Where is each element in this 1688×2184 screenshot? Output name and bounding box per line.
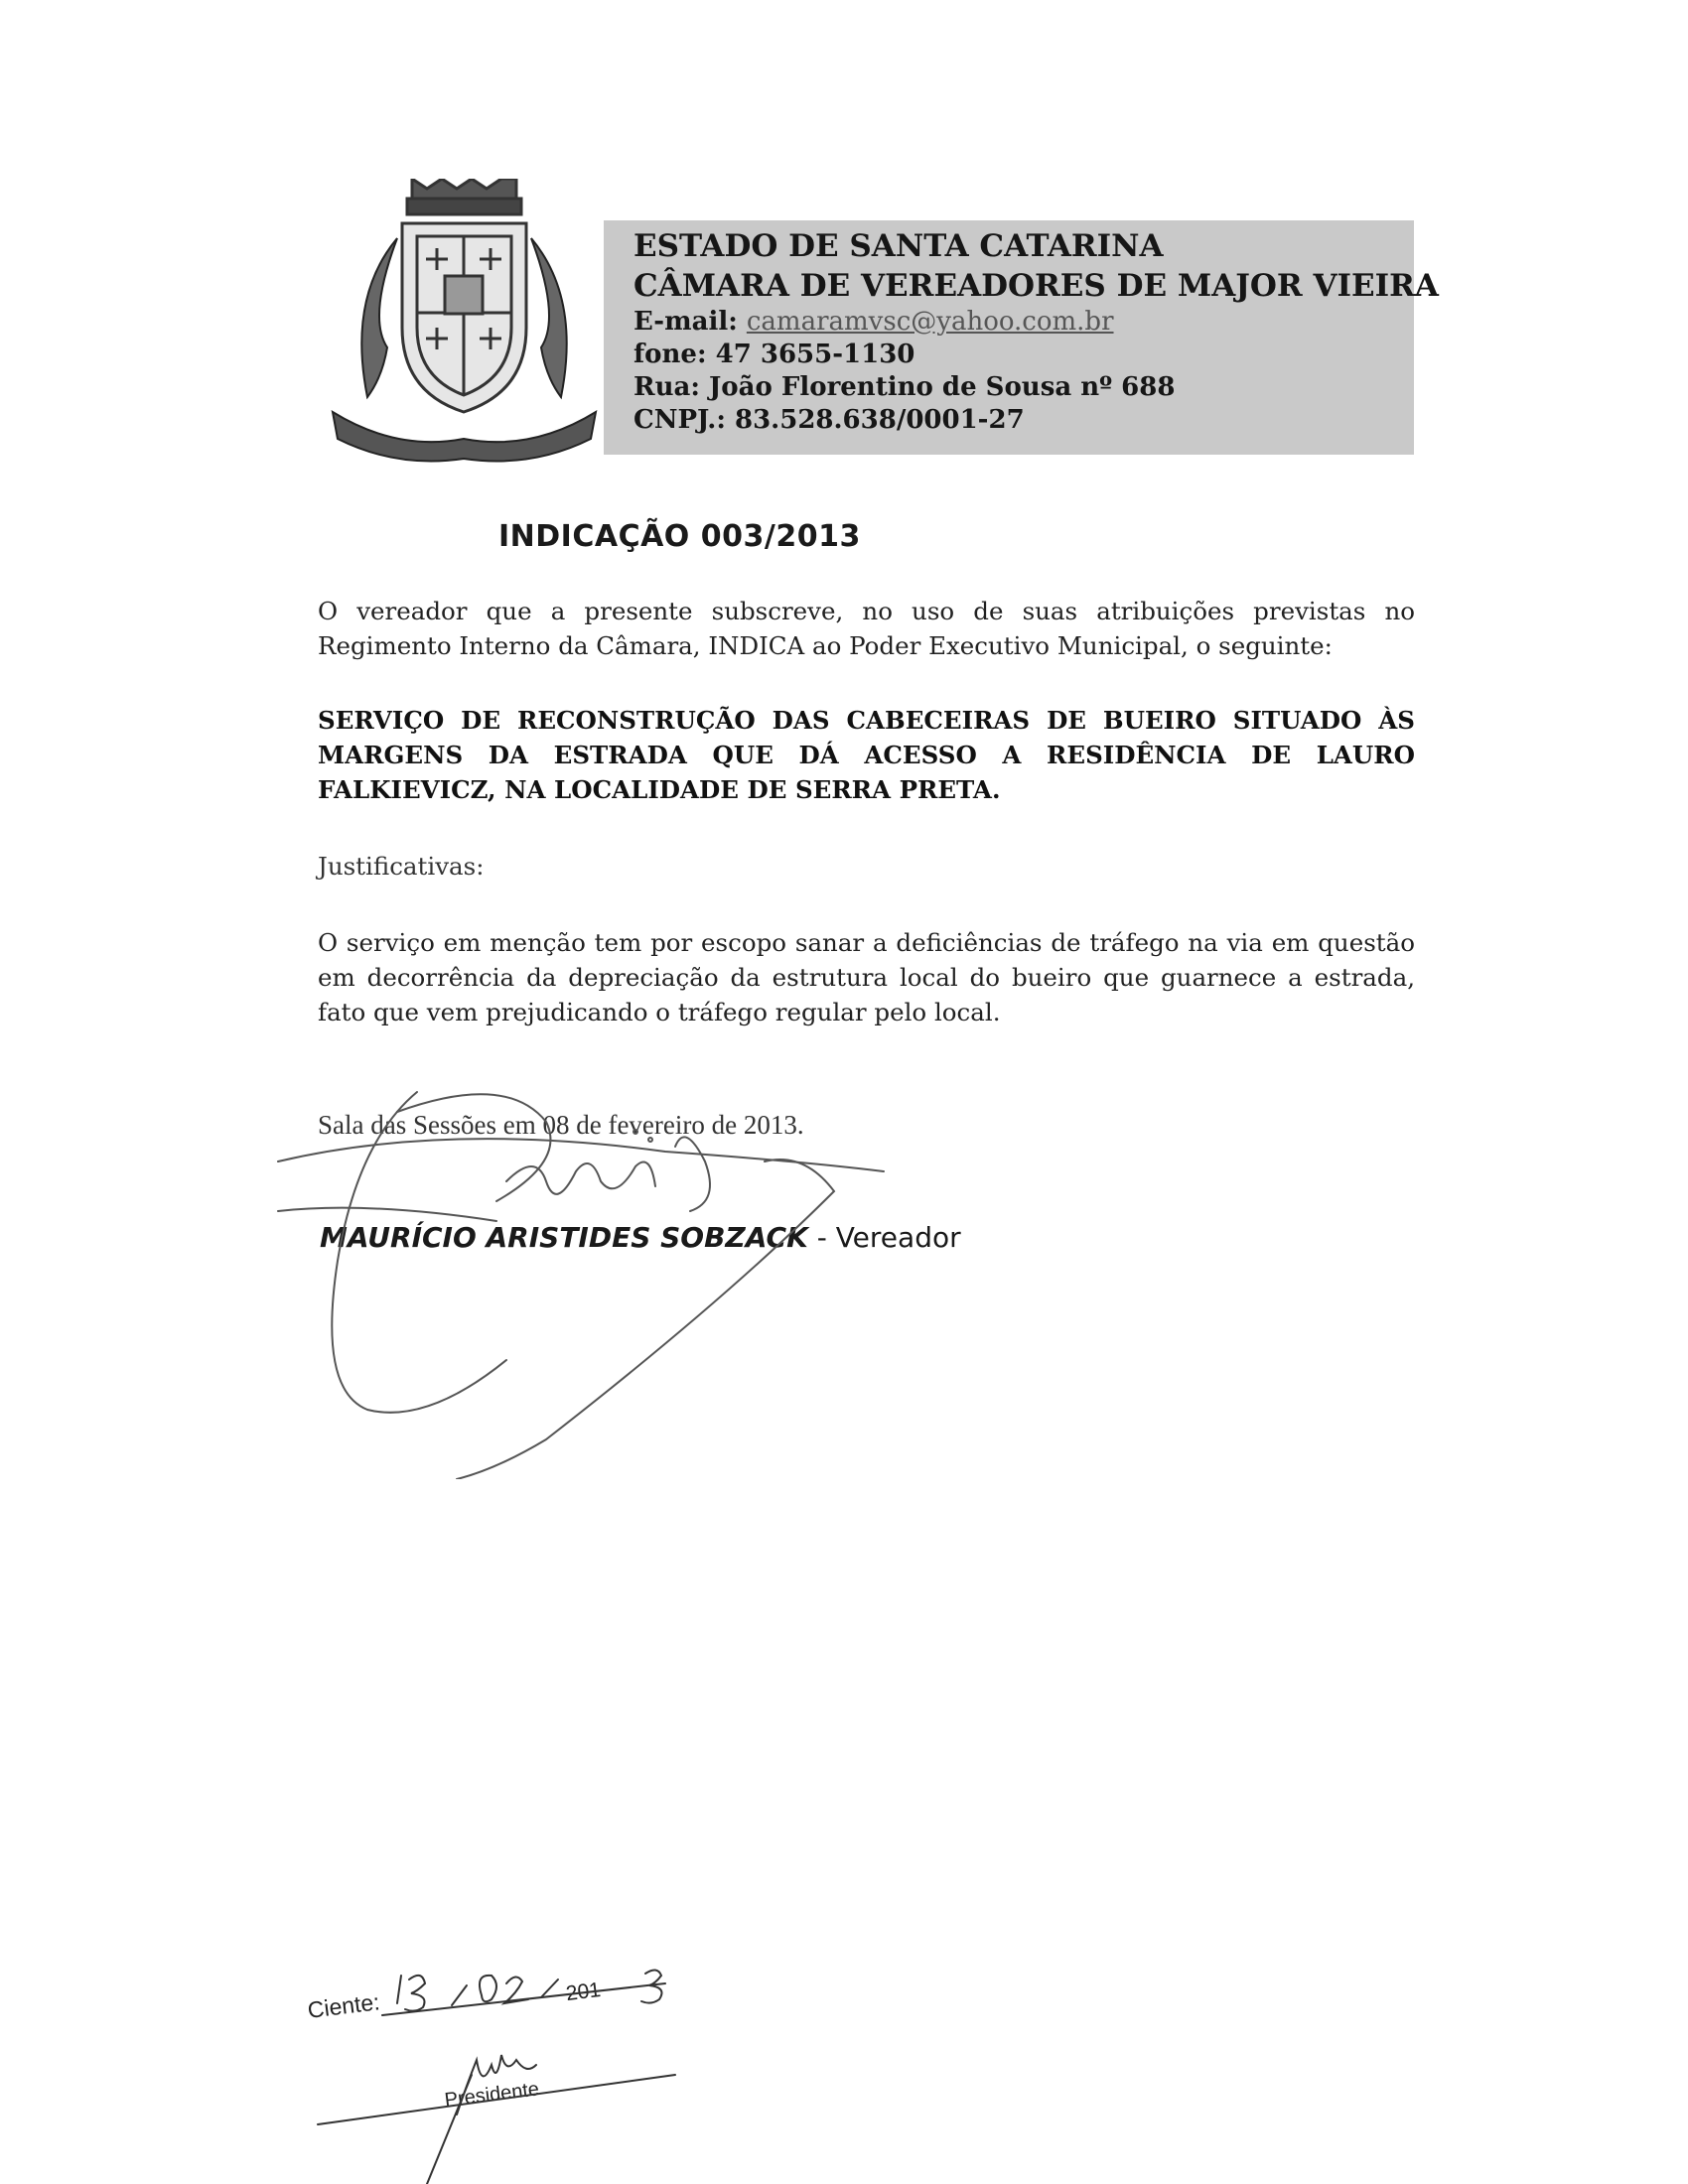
justification-paragraph: O serviço em menção tem por escopo sanar a deficiências de tráfego na via em questão em decorrência da depreciação da estrutura local do bueiro que guarnece a estrada, fato que vem prejudicando o tráfego regular pelo local. [318, 928, 1415, 1026]
signatory-name: MAURÍCIO ARISTIDES SOBZACK [320, 1221, 808, 1254]
email-link[interactable]: camaramvsc@yahoo.com.br [746, 307, 1114, 337]
email-label: E-mail: [633, 307, 747, 337]
signatory-role: - Vereador [807, 1221, 961, 1254]
state-name: ESTADO DE SANTA CATARINA [633, 228, 1164, 264]
email-line [633, 306, 1414, 339]
handwritten-signature [248, 1062, 943, 1479]
document-title: INDICAÇÃO 003/2013 [498, 519, 861, 554]
justification-label: Justificativas: [318, 852, 485, 881]
presidente-label: Presidente [443, 2078, 541, 2112]
cnpj-line: CNPJ.: 83.528.638/0001-27 [633, 405, 1025, 435]
closing-line: Sala das Sessões em 08 de fevereiro de 2013. [318, 1110, 804, 1140]
header-box [604, 220, 1439, 455]
ciente-handwriting [298, 1966, 715, 2184]
ciente-year-prefix: 201 [564, 1978, 603, 2006]
intro-paragraph: O vereador que a presente subscreve, no uso de suas atribuições previstas no Regimento Interno da Câmara, INDICA ao Poder Executivo Municipal, o seguinte: [318, 597, 1415, 660]
phone-line: fone: 47 3655-1130 [633, 340, 915, 369]
address-line: Rua: João Florentino de Sousa nº 688 [633, 372, 1176, 402]
ciente-label: Ciente: [306, 1988, 381, 2023]
request-paragraph: SERVIÇO DE RECONSTRUÇÃO DAS CABECEIRAS DE BUEIRO SITUADO ÀS MARGENS DA ESTRADA QUE DÁ ACESSO A RESIDÊNCIA DE LAURO FALKIEVICZ, NA LOCALIDADE DE SERRA PRETA. [318, 706, 1415, 804]
coat-of-arms-logo [328, 179, 601, 467]
chamber-name: CÂMARA DE VEREADORES DE MAJOR VIEIRA [633, 268, 1439, 304]
